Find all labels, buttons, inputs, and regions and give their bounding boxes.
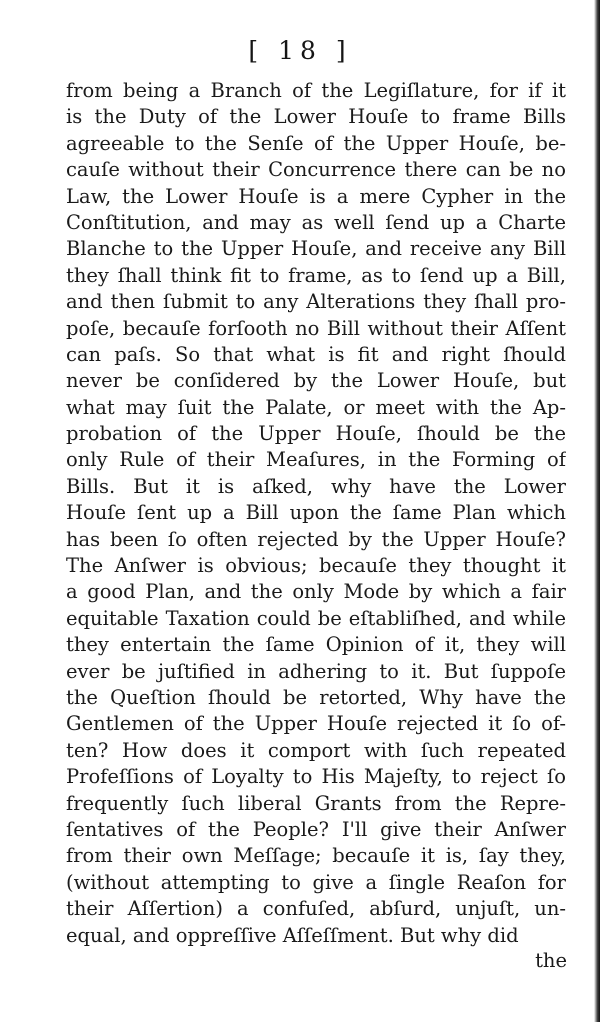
text-line: ten? How does it comport with ſuch repeated [66, 738, 566, 762]
text-line: their Aſſertion) a confuſed, abſurd, unjuſt, un- [66, 897, 566, 921]
catchword: the [535, 949, 567, 972]
text-line: from their own Meſſage; becauſe it is, ſay they, [66, 844, 566, 868]
text-line: ſentatives of the People? I'll give their Anſwer [66, 817, 566, 841]
text-line: equitable Taxation could be eſtabliſhed, and while [66, 606, 566, 630]
text-line: Bills. But it is aſked, why have the Lower [66, 474, 566, 498]
text-line: probation of the Upper Houſe, ſhould be the [66, 422, 566, 446]
text-line: (without attempting to give a ſingle Reaſon for [66, 870, 566, 894]
text-line: only Rule of their Meaſures, in the Forming of [66, 448, 566, 472]
text-line: can paſs. So that what is fit and right ſhould [66, 342, 566, 366]
page-edge-shadow [594, 0, 600, 1022]
text-line: cauſe without their Concurrence there can be no [66, 158, 566, 182]
text-line: has been ſo often rejected by the Upper Houſe? [66, 527, 566, 551]
text-line: agreeable to the Senſe of the Upper Houſe, be- [66, 131, 566, 155]
text-line: Gentlemen of the Upper Houſe rejected it ſo of- [66, 712, 566, 736]
text-line: what may ſuit the Palate, or meet with the Ap- [66, 395, 566, 419]
text-line: they ſhall think fit to frame, as to ſend up a Bill, [66, 263, 566, 287]
text-line: Conſtitution, and may as well ſend up a Charte [66, 210, 566, 234]
text-line: equal, and oppreſſive Aſſeſſment. But why did [66, 923, 519, 947]
text-line: poſe, becauſe forſooth no Bill without their Aſſent [66, 316, 566, 340]
text-line: is the Duty of the Lower Houſe to frame Bills [66, 105, 566, 129]
text-line: Blanche to the Upper Houſe, and receive any Bill [66, 237, 566, 261]
text-line: a good Plan, and the only Mode by which a fair [66, 580, 566, 604]
text-line: the Queſtion ſhould be retorted, Why have the [66, 685, 566, 709]
text-line: Law, the Lower Houſe is a mere Cypher in the [66, 184, 566, 208]
text-line: they entertain the ſame Opinion of it, they will [66, 633, 566, 657]
text-line: never be conſidered by the Lower Houſe, but [66, 369, 566, 393]
text-line: The Anſwer is obvious; becauſe they thought it [66, 554, 566, 578]
text-line: Profeſſions of Loyalty to His Majeſty, to reject ſo [66, 765, 566, 789]
body-text [66, 78, 566, 949]
page-number: [ 18 ] [248, 36, 352, 65]
text-line: from being a Branch of the Legiſlature, for if it [66, 79, 566, 102]
text-line: frequently ſuch liberal Grants from the Repre- [66, 791, 566, 815]
text-line: Houſe ſent up a Bill upon the ſame Plan which [66, 501, 566, 525]
text-line: ever be juſtified in adhering to it. But ſuppoſe [66, 659, 566, 683]
text-line: and then ſubmit to any Alterations they ſhall pro- [66, 290, 566, 314]
